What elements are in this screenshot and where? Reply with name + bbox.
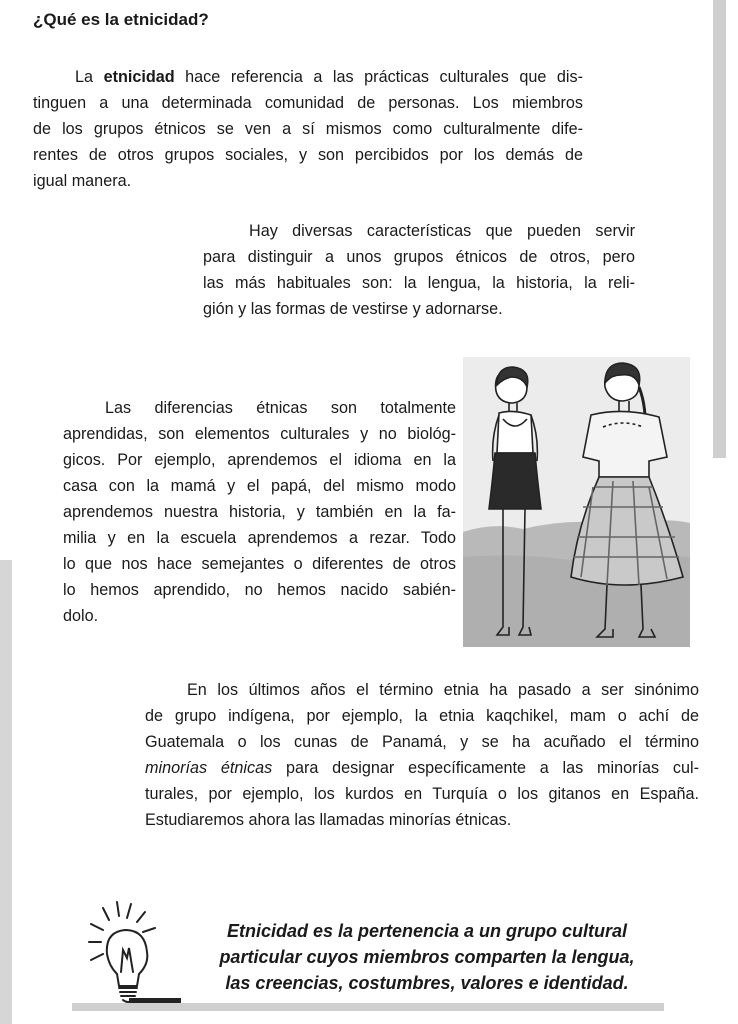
paragraph-line: tinguen a una determinada comunidad de personas. Los miembros: [33, 94, 583, 112]
paragraph-line: lo hemos aprendido, no hemos nacido sabién-: [63, 581, 456, 599]
paragraph-line: de grupo indígena, por ejemplo, la etnia kaqchikel, mam o achí de: [145, 707, 699, 725]
highlight-line: las creencias, costumbres, valores e identidad.: [225, 973, 629, 993]
lightbulb-icon: [85, 900, 185, 1005]
paragraph-line: lo que nos hace semejantes o diferentes de otros: [63, 555, 456, 573]
paragraph-line: rentes de otros grupos sociales, y son percibidos por los demás de: [33, 146, 583, 164]
paragraph-line: gicos. Por ejemplo, aprendemos el idioma en la: [63, 451, 456, 469]
section-title: ¿Qué es la etnicidad?: [33, 10, 209, 29]
paragraph-line: Guatemala o los cunas de Panamá, y se ha acuñado el término: [145, 733, 699, 751]
paragraph-line: Estudiaremos ahora las llamadas minorías étnicas.: [145, 811, 512, 829]
right-margin-bar: [713, 0, 726, 458]
paragraph-line: casa con la mamá y el papá, del mismo modo: [63, 477, 456, 495]
paragraph-line: dolo.: [63, 607, 99, 625]
paragraph-line: Hay diversas características que pueden servir: [249, 222, 635, 240]
paragraph-line: las más habituales son: la lengua, la historia, la reli-: [203, 274, 635, 292]
paragraph-line: turales, por ejemplo, los kurdos en Turquía o los gitanos en España.: [145, 785, 699, 803]
paragraph-minorities: [145, 677, 699, 833]
definition-highlight: [192, 918, 662, 996]
bottom-rule: [72, 1003, 664, 1011]
two-women-illustration: [463, 357, 690, 647]
bold-term: etnicidad: [103, 68, 175, 86]
paragraph-differences: [63, 395, 456, 629]
paragraph-line: La etnicidad hace referencia a las prácticas culturales que dis-: [75, 68, 583, 86]
paragraph-line: aprendidas, son elementos culturales y no biológ-: [63, 425, 456, 443]
italic-term: minorías étnicas: [145, 759, 273, 777]
left-margin-bar: [0, 560, 12, 1024]
highlight-line: Etnicidad es la pertenencia a un grupo cultural: [226, 921, 628, 941]
paragraph-line: En los últimos años el término etnia ha pasado a ser sinónimo: [187, 681, 699, 699]
paragraph-line: milia y en la escuela aprendemos a rezar. Todo: [63, 529, 456, 547]
paragraph-line: Las diferencias étnicas son totalmente: [105, 399, 456, 417]
paragraph-line: minorías étnicas para designar específicamente a las minorías cul-: [145, 759, 700, 777]
paragraph-definition: [33, 64, 583, 194]
paragraph-line: de los grupos étnicos se ven a sí mismos como culturalmente dife-: [33, 120, 583, 138]
highlight-line: particular cuyos miembros comparten la lengua,: [219, 947, 635, 967]
paragraph-line: aprendemos nuestra historia, y también en la fa-: [63, 503, 456, 521]
paragraph-characteristics: [203, 218, 635, 322]
paragraph-line: igual manera.: [33, 172, 132, 190]
paragraph-line: para distinguir a unos grupos étnicos de otros, pero: [203, 248, 635, 266]
paragraph-line: gión y las formas de vestirse y adornarse.: [203, 300, 503, 318]
